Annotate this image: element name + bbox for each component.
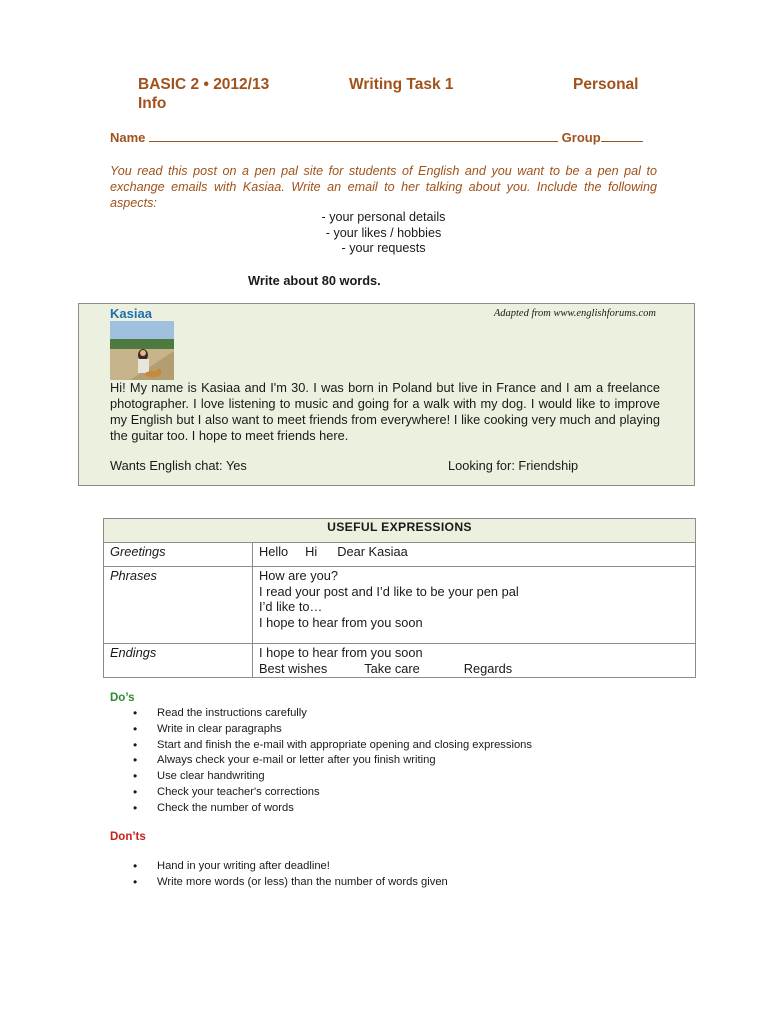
list-item: • Write more words (or less) than the number of words given	[133, 875, 448, 891]
greetings-cell	[253, 543, 696, 567]
group-blank[interactable]	[601, 130, 643, 142]
poster-name: Kasiaa	[110, 306, 152, 321]
name-label: Name	[110, 130, 146, 145]
phrases-cell	[253, 567, 696, 644]
list-item: • Always check your e-mail or letter after you finish writing	[133, 753, 532, 769]
word-count-instruction: Write about 80 words.	[248, 273, 381, 288]
name-blank[interactable]	[149, 130, 558, 142]
expression: I hope to hear from you soon	[259, 645, 423, 660]
topic-title-continued: Info	[138, 95, 167, 112]
expression: I hope to hear from you soon	[259, 614, 423, 630]
expression: How are you?	[259, 568, 338, 583]
donts-list	[133, 859, 448, 891]
task-title: Writing Task 1	[349, 76, 454, 93]
list-item: • Check your teacher's corrections	[133, 785, 532, 801]
useful-expressions-table	[103, 518, 696, 678]
donts-heading: Don’ts	[110, 831, 146, 843]
table-row	[104, 567, 696, 644]
endings-line	[259, 661, 689, 677]
looking-for-info: Looking for: Friendship	[448, 458, 579, 473]
list-item: • Check the number of words	[133, 801, 532, 817]
wants-chat-info: Wants English chat: Yes	[110, 458, 247, 473]
expression: Dear Kasiaa	[337, 544, 408, 559]
list-item: • Read the instructions carefully	[133, 706, 532, 722]
expression: Best wishes	[259, 660, 328, 676]
list-item: • Use clear handwriting	[133, 769, 532, 785]
list-item: • Start and finish the e-mail with appropriate opening and closing expressions	[133, 738, 532, 754]
pen-pal-post	[78, 303, 695, 486]
endings-cell	[253, 644, 696, 678]
list-item: • Hand in your writing after deadline!	[133, 859, 448, 875]
expression: Take care	[364, 660, 420, 676]
expression: Hi	[305, 544, 318, 559]
aspect-item: - your personal details	[321, 210, 446, 224]
row-label-endings: Endings	[104, 644, 253, 678]
post-bio: Hi! My name is Kasiaa and I'm 30. I was born in Poland but live in France and I am a freelance photographer. I love listening to music and going for a walk with my dog. I would like to improve my English but I also want to meet friends from everywhere! I like cooking very much and playing the guitar too. I hope to meet friends here.	[110, 380, 660, 443]
row-label-greetings: Greetings	[104, 543, 253, 567]
dos-heading: Do’s	[110, 692, 135, 704]
expression: Hello	[259, 544, 289, 559]
table-row	[104, 644, 696, 678]
list-item: • Write in clear paragraphs	[133, 722, 532, 738]
expression: I read your post and I’d like to be your pen pal	[259, 583, 519, 599]
expression: I’d like to…	[259, 599, 323, 615]
name-group-line	[110, 130, 643, 145]
group-label: Group	[561, 130, 601, 145]
dos-list	[133, 706, 532, 817]
table-title: USEFUL EXPRESSIONS	[104, 519, 696, 543]
topic-title: Personal	[573, 76, 639, 93]
aspect-item: - your likes / hobbies	[325, 225, 442, 240]
expression: Regards	[463, 660, 513, 676]
row-label-phrases: Phrases	[104, 567, 253, 644]
course-label: BASIC 2 • 2012/13	[138, 76, 270, 93]
profile-photo	[110, 321, 174, 380]
aspect-item: - your requests	[341, 241, 426, 255]
table-row	[104, 543, 696, 567]
task-instructions: You read this post on a pen pal site for students of English and you want to be a pen pal to exchange emails with Kasiaa. Write an email to her talking about you. Include the following aspects:	[110, 164, 657, 210]
aspects-list	[110, 210, 657, 257]
source-credit: Adapted from www.englishforums.com	[493, 308, 656, 319]
